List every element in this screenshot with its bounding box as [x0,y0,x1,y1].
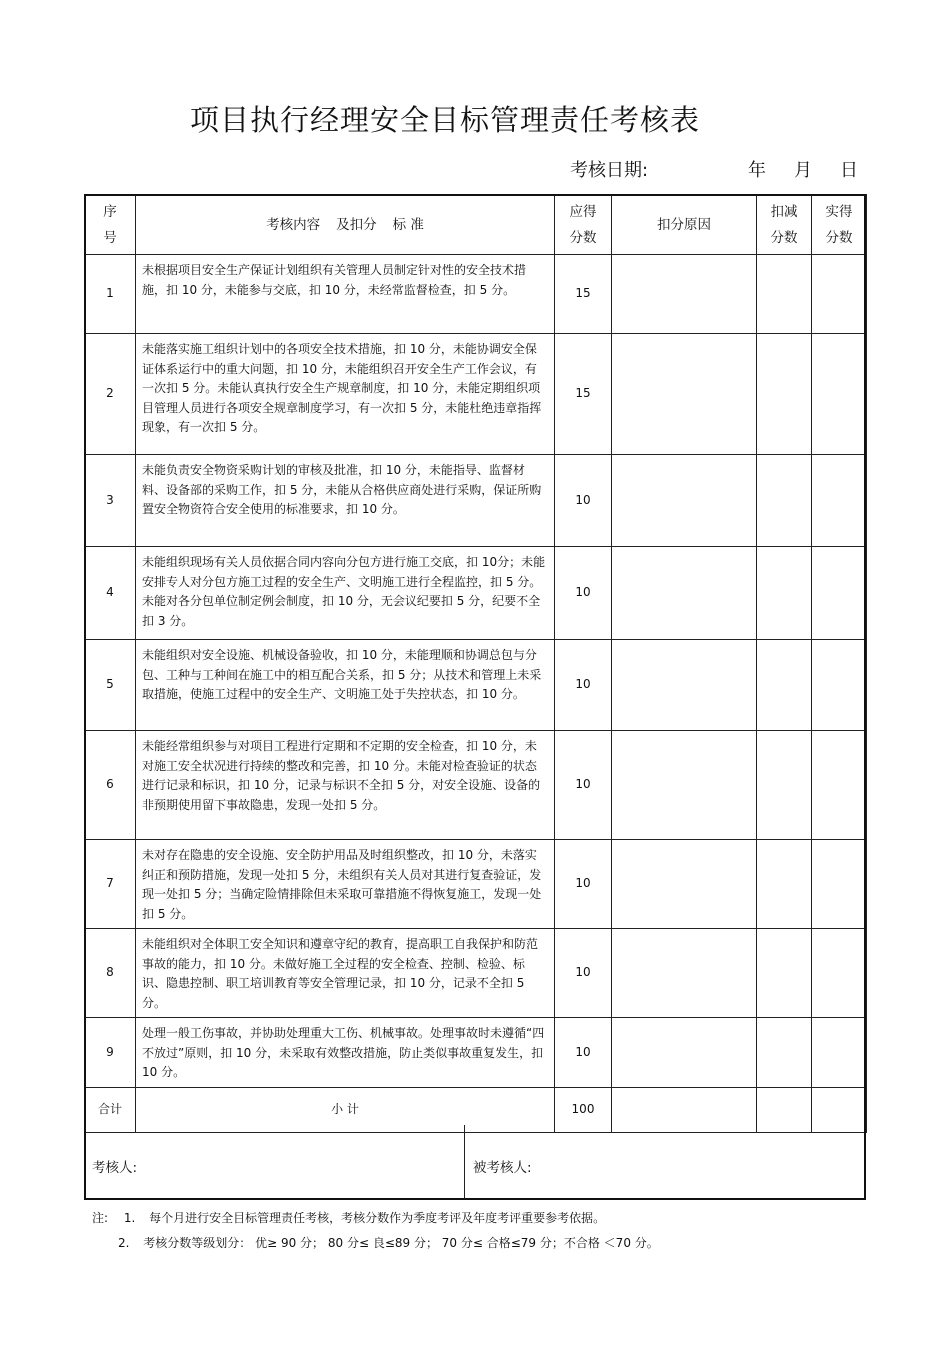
row-criteria: 未能组织对安全设施、机械设备验收，扣 10 分，未能理顺和协调总包与分包、工种与工种间在施工中的相互配合关系，扣 5 分；从技术和管理上未采取措施，使施工过程中的安全生产、文明施工处于失控状态，扣 10 分。 [136,640,555,731]
date-month: 月 [794,160,812,181]
row-number: 5 [85,640,136,731]
row-criteria: 未能负责安全物资采购计划的审核及批准，扣 10 分，未能指导、监督材料、设备部的采购工作，扣 5 分，未能从合格供应商处进行采购，保证所购置安全物资符合安全使用的标准要求，扣 10 分。 [136,455,555,547]
row-criteria: 处理一般工伤事故，并协助处理重大工伤、机械事故。处理事故时未遵循“四不放过”原则，扣 10 分，未采取有效整改措施，防止类似事故重复发生，扣 10 分。 [136,1018,555,1088]
header-deduct: 扣减 分数 [757,195,812,255]
header-reason: 扣分原因 [612,195,757,255]
note-2-text: 考核分数等级划分： 优≥ 90 分； 80 分≤ 良≤89 分； 70 分≤ 合格≤79 分；不合格 ＜70 分。 [143,1236,659,1250]
row-criteria: 未对存在隐患的安全设施、安全防护用品及时组织整改，扣 10 分，未落实纠正和预防措施，发现一处扣 5 分，未组织有关人员对其进行复查验证，发现一处扣 5 分；当确定险情排除但未采取可靠措施不得恢复施工，发现一处扣 5 分。 [136,840,555,929]
date-day: 日 [840,160,858,181]
note-prefix: 注: [92,1211,109,1225]
date-label: 考核日期: [570,160,649,181]
row-number: 8 [85,929,136,1018]
note-2-number: 2. [118,1236,130,1250]
row-criteria: 未能组织对全体职工安全知识和遵章守纪的教育，提高职工自我保护和防范事故的能力，扣 10 分。未做好施工全过程的安全检查、控制、检验、标识、隐患控制、职工培训教育等安全管理记录，扣 10 分，记录不全扣 5 分。 [136,929,555,1018]
table-outer-border [84,194,866,1200]
total-label: 合计 [85,1087,136,1132]
row-score: 10 [555,547,612,640]
row-score: 10 [555,929,612,1018]
header-actual: 实得 分数 [812,195,867,255]
row-number: 7 [85,840,136,929]
header-seq: 序 号 [85,195,136,255]
row-number: 3 [85,455,136,547]
note-2 [118,1234,659,1251]
row-score: 15 [555,255,612,334]
assessee-label: 被考核人: [473,1160,532,1176]
row-score: 10 [555,1018,612,1088]
row-criteria: 未根据项目安全生产保证计划组织有关管理人员制定针对性的安全技术措施，扣 10 分，未能参与交底，扣 10 分，未经常监督检查，扣 5 分。 [136,255,555,334]
note-1-number: 1. [123,1211,136,1225]
row-score: 15 [555,334,612,455]
header-score: 应得 分数 [555,195,612,255]
note-1 [92,1209,605,1226]
header-content: 考核内容 及扣分 标 准 [136,195,555,255]
row-number: 6 [85,731,136,840]
row-criteria: 未能落实施工组织计划中的各项安全技术措施，扣 10 分，未能协调安全保证体系运行中的重大问题，扣 10 分，未能组织召开安全生产工作会议，有一次扣 5 分。未能认真执行安全生产规章制度，扣 10 分，未能定期组织项目管理人员进行各项安全规章制度学习，有一次扣 5 分，未能杜绝违章指挥现象，有一次扣 5 分。 [136,334,555,455]
row-score: 10 [555,731,612,840]
subtotal-label: 小 计 [136,1087,555,1132]
row-criteria: 未能组织现场有关人员依据合同内容向分包方进行施工交底，扣 10分；未能安排专人对分包方施工过程的安全生产、文明施工进行全程监控，扣 5 分。未能对各分包单位制定例会制度，扣 10 分，无会议纪要扣 5 分，纪要不全扣 3 分。 [136,547,555,640]
assessor-label: 考核人: [92,1160,138,1176]
row-number: 9 [85,1018,136,1088]
row-criteria: 未能经常组织参与对项目工程进行定期和不定期的安全检查，扣 10 分，未对施工安全状况进行持续的整改和完善，扣 10 分。未能对检查验证的状态进行记录和标识，扣 10 分，记录与标识不全扣 5 分，对安全设施、设备的非预期使用留下事故隐患，发现一处扣 5 分。 [136,731,555,840]
total-score: 100 [555,1087,612,1132]
row-number: 1 [85,255,136,334]
page-title: 项目执行经理安全目标管理责任考核表 [189,103,700,137]
row-score: 10 [555,455,612,547]
note-1-text: 每个月进行安全目标管理责任考核，考核分数作为季度考评及年度考评重要参考依据。 [149,1211,606,1225]
date-year: 年 [748,160,766,181]
row-score: 10 [555,840,612,929]
row-number: 2 [85,334,136,455]
row-score: 10 [555,640,612,731]
row-number: 4 [85,547,136,640]
